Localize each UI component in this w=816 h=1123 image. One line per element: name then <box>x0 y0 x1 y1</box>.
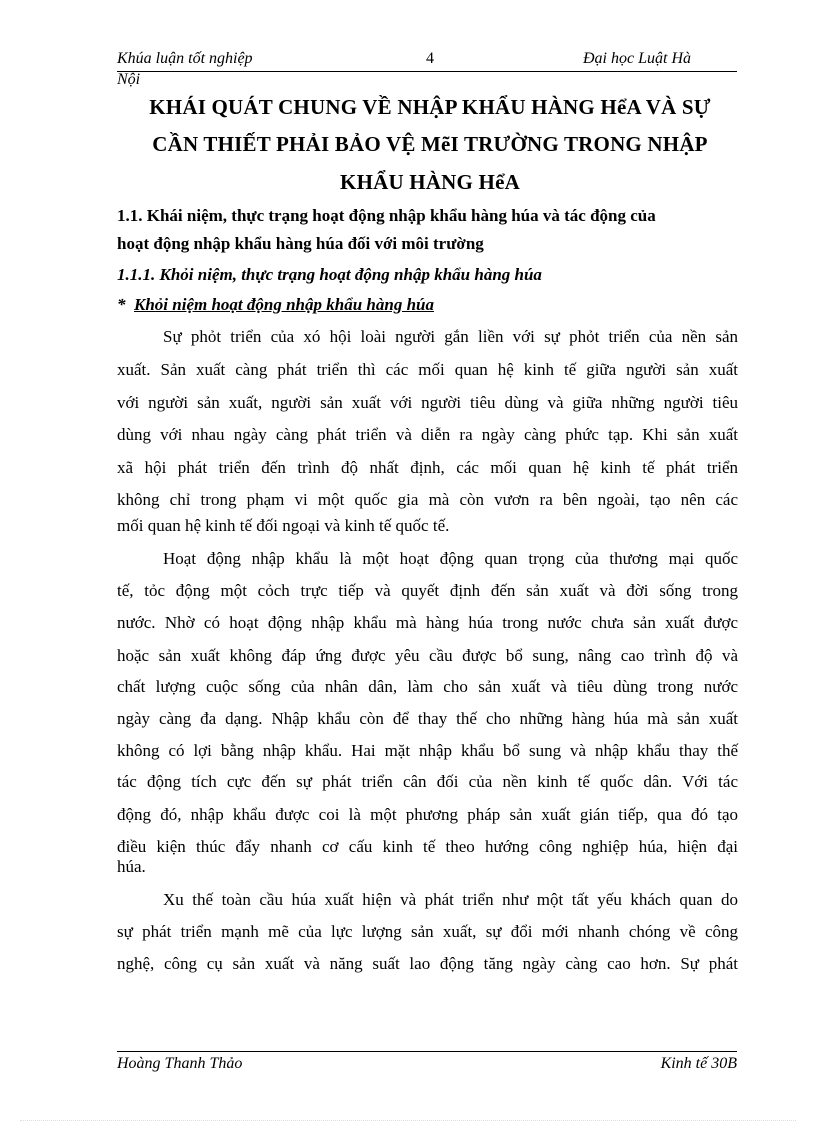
paragraph-3-line: Xu thế toàn cầu húa xuất hiện và phát triển như một tất yếu khách quan do <box>163 890 738 909</box>
section-heading-1-1-line-2: hoạt động nhập khẩu hàng húa đối với môi trường <box>117 234 484 253</box>
bullet-marker: * <box>117 295 126 314</box>
paragraph-1-line: mối quan hệ kinh tế đối ngoại và kinh tế quốc tế. <box>117 516 450 535</box>
page-bottom-edge <box>20 1120 796 1121</box>
paragraph-1-line: với người sản xuất, người sản xuất với người tiêu dùng và giữa những người tiêu <box>117 393 738 412</box>
paragraph-2-line: điều kiện thúc đẩy nhanh cơ cấu kinh tế theo hướng công nghiệp húa, hiện đại <box>117 837 738 856</box>
chapter-title-line-1: KHÁI QUÁT CHUNG VỀ NHẬP KHẨU HÀNG HểA VÀ SỰ <box>149 95 711 119</box>
paragraph-1-line: Sự phỏt triển của xó hội loài người gắn liền với sự phỏt triển của nền sản <box>163 327 738 346</box>
paragraph-1-line: xuất. Sản xuất càng phát triển thì các mối quan hệ kinh tế giữa người sản xuất <box>117 360 738 379</box>
page-number: 4 <box>426 50 434 67</box>
paragraph-2-line: nước. Nhờ có hoạt động nhập khẩu mà hàng húa trong nước chưa sản xuất được <box>117 613 738 632</box>
footer-class: Kinh tế 30B <box>660 1055 737 1072</box>
paragraph-2-line: chất lượng cuộc sống của nhân dân, làm cho sản xuất và tiêu dùng trong nước <box>117 677 738 696</box>
header-left: Khúa luận tốt nghiệp <box>117 50 253 67</box>
paragraph-3-line: nghệ, công cụ sản xuất và năng suất lao động tăng ngày càng cao hơn. Sự phát <box>117 954 738 973</box>
header-rule <box>117 71 737 72</box>
paragraph-2-line: ngày càng đa dạng. Nhập khẩu còn để thay thế cho những hàng húa mà sản xuất <box>117 709 738 728</box>
paragraph-2-line: hoặc sản xuất không đáp ứng được yêu cầu được bổ sung, nâng cao trình độ và <box>117 646 738 665</box>
footer-rule <box>117 1051 737 1052</box>
paragraph-2-line: húa. <box>117 857 146 876</box>
header-right: Đại học Luật Hà <box>583 50 691 67</box>
paragraph-1-line: xã hội phát triển đến trình độ nhất định, các mối quan hệ kinh tế phát triển <box>117 458 738 477</box>
header-left-wrap: Nội <box>117 71 141 88</box>
paragraph-2-line: tế, tỏc động một cỏch trực tiếp và quyết định đến sản xuất và đời sống trong <box>117 581 738 600</box>
footer-author: Hoàng Thanh Thảo <box>117 1055 243 1072</box>
chapter-title-line-3: KHẨU HÀNG HểA <box>340 170 520 194</box>
section-heading-1-1-line-1: 1.1. Khái niệm, thực trạng hoạt động nhập khẩu hàng húa và tác động của <box>117 206 656 225</box>
paragraph-1-line: dùng với nhau ngày càng phát triển và diễn ra ngày càng phức tạp. Khi sản xuất <box>117 425 738 444</box>
paragraph-3-line: sự phát triển mạnh mẽ của lực lượng sản xuất, sự đổi mới nhanh chóng về công <box>117 922 738 941</box>
bullet-heading-text: Khỏi niệm hoạt động nhập khẩu hàng húa <box>134 295 434 314</box>
paragraph-2-line: không có lợi bằng nhập khẩu. Hai mặt nhập khẩu bổ sung và nhập khẩu thay thế <box>117 741 738 760</box>
subsection-heading-1-1-1: 1.1.1. Khỏi niệm, thực trạng hoạt động nhập khẩu hàng húa <box>117 265 542 284</box>
paragraph-2-line: Hoạt động nhập khẩu là một hoạt động quan trọng của thương mại quốc <box>163 549 738 568</box>
paragraph-1-line: không chỉ trong phạm vi một quốc gia mà còn vươn ra bên ngoài, tạo nên các <box>117 490 738 509</box>
paragraph-2-line: động đó, nhập khẩu được coi là một phương pháp sản xuất gián tiếp, qua đó tạo <box>117 805 738 824</box>
paragraph-2-line: tác động tích cực đến sự phát triển cân đối của nền kinh tế quốc dân. Với tác <box>117 772 738 791</box>
chapter-title-line-2: CẦN THIẾT PHẢI BẢO VỆ MẽI TRƯỜNG TRONG NHẬP <box>152 132 708 156</box>
bullet-heading <box>117 295 434 315</box>
